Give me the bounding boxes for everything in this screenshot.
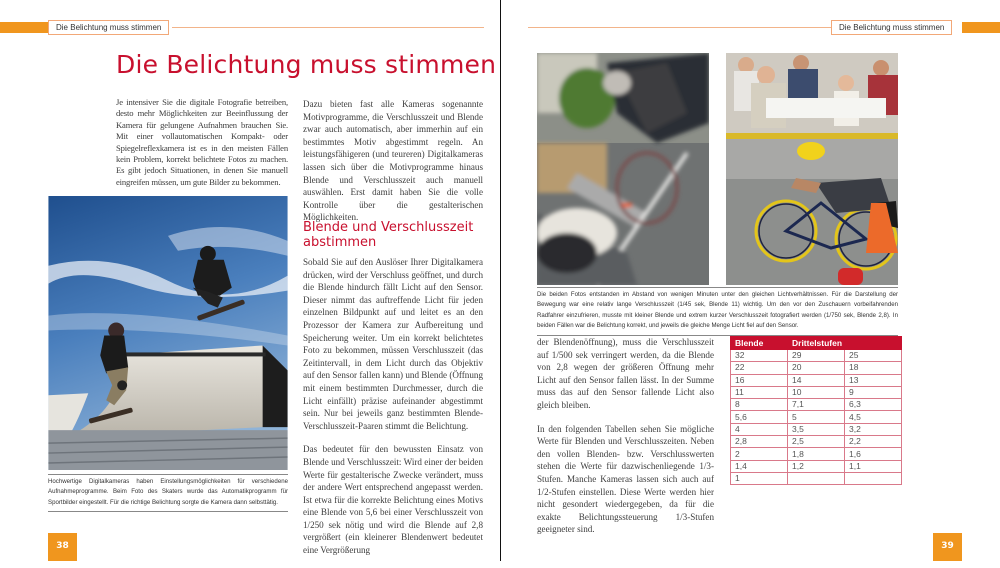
full-stop-cell: 16 <box>731 374 788 386</box>
section-subheading: Blende und Verschlusszeit abstimmen <box>303 220 474 250</box>
third-stop-cell: 2,2 <box>845 436 902 448</box>
third-stop-cell: 10 <box>788 386 845 398</box>
running-header-rule <box>528 27 831 28</box>
table-row <box>731 411 902 423</box>
third-stop-cell: 7,1 <box>788 399 845 411</box>
right-page-body <box>537 336 714 547</box>
running-header-accent-bar <box>0 22 48 33</box>
left-page <box>0 0 500 561</box>
paragraph: Sobald Sie auf den Auslöser Ihrer Digitalkamera drücken, wird der Verschluss geöffnet, und durch die Blende hindurch fällt Licht auf den Sensor. Dieser nimmt das auftreffende Licht für jeden einzelnen Bildpunkt auf und leitet es an den Prozessor der Kamera zur Aufbereitung und Speicherung weiter. Um ein korrekt belichtetes Foto zu bekommen, müssen Verschlusszeit (das Zeitintervall, in dem Licht durch das Objektiv auf den Sensor fallen kann) und Blende (Öffnung mit einem bestimmten Durchmesser, durch die Licht einfällt) präzise aufeinander abgestimmt sein. Nur bei jeweils ganz bestimmten Blende-Verschlusszeit-Paaren stimmt die Belichtung. <box>303 257 483 431</box>
paragraph: In den folgenden Tabellen sehen Sie mögliche Werte für Blenden und Verschlusszeiten. Neben den vollen Blenden- bzw. Verschlusswerten stehen die Werte für dazwischenliegende 1/3-Stufen. Manche Kameras lassen sich auch auf 1/2-Stufen einstellen. Diese Werte werden hier nicht gesondert wiedergegeben, da für die exakte Belichtungssteuerung 1/3-Stufen geeigneter sind. <box>537 423 714 535</box>
header-drittelstufen: Drittelstufen <box>788 337 902 350</box>
blurred-cyclists-photo <box>537 53 709 285</box>
third-stop-cell: 13 <box>845 374 902 386</box>
table-row <box>731 460 902 472</box>
third-stop-cell: 5 <box>788 411 845 423</box>
paragraph: Je intensiver Sie die digitale Fotografie betreiben, desto mehr Möglichkeiten zur Beeinflussung der Kamera für gelungene Aufnahmen brauchen Sie. Mit einer vollautomatischen Kompakt- oder Spiegelreflexkamera ist es in den meisten Fällen kein Problem, korrekt belichtete Fotos zu machen. Es gibt jedoch Situationen, in denen Sie manuell eingreifen müssen, um gute Bilder zu bekommen. <box>116 97 288 187</box>
third-stop-cell: 2,5 <box>788 436 845 448</box>
third-stop-cell: 20 <box>788 362 845 374</box>
third-stop-cell: 14 <box>788 374 845 386</box>
third-stop-cell: 25 <box>845 350 902 362</box>
table-row <box>731 436 902 448</box>
intro-paragraph-col2 <box>303 98 483 235</box>
full-stop-cell: 1,4 <box>731 460 788 472</box>
third-stop-cell: 3,2 <box>845 423 902 435</box>
right-page <box>501 0 1000 561</box>
section-body <box>303 256 483 568</box>
aperture-table <box>730 336 902 485</box>
page-title: Die Belichtung muss stimmen <box>116 50 497 79</box>
blurred-cyclists-graphic <box>537 53 709 285</box>
paragraph: Das bedeutet für den bewussten Einsatz von Blende und Verschlusszeit: Wird einer der beiden Werte für gestalterische Zwecke verändert, muss der andere Wert entsprechend angepasst werden. Ist etwa für die korrekte Belichtung eines Motivs eine Blende von 5,6 bei einer Verschlusszeit von 1/250 sek nötig und wird die Blende auf 2,8 vergrößert (ein kleinerer Blendenwert bedeutet eine Vergrößerung <box>303 444 483 556</box>
running-header-label: Die Belichtung muss stimmen <box>831 20 952 35</box>
third-stop-cell: 1,2 <box>788 460 845 472</box>
table-row <box>731 448 902 460</box>
paragraph: Dazu bieten fast alle Kameras sogenannte Motivprogramme, die Verschlusszeit und Blende zwar auch automatisch, aber immerhin auf ein bestimmtes Motiv abgestimmt regeln. An leistungsfähigeren (und teureren) Digitalkameras lassen sich über die Motivprogramme hinaus Blende und Verschlusszeit auch manuell auswählen. Erst damit haben Sie die volle Kontrolle über die gestalterischen Möglichkeiten. <box>303 99 483 223</box>
table-row <box>731 472 902 484</box>
frozen-cyclist-graphic <box>726 53 898 285</box>
table-row <box>731 374 902 386</box>
third-stop-cell: 4,5 <box>845 411 902 423</box>
full-stop-cell: 4 <box>731 423 788 435</box>
full-stop-cell: 32 <box>731 350 788 362</box>
running-header-rule <box>172 27 484 28</box>
third-stop-cell: 1,6 <box>845 448 902 460</box>
third-stop-cell: 9 <box>845 386 902 398</box>
table-row <box>731 399 902 411</box>
full-stop-cell: 8 <box>731 399 788 411</box>
table-row <box>731 423 902 435</box>
full-stop-cell: 5,6 <box>731 411 788 423</box>
third-stop-cell: 3,5 <box>788 423 845 435</box>
cyclist-photos-caption: Die beiden Fotos entstanden im Abstand von wenigen Minuten unter den gleichen Lichtverhältnissen. Für die Darstellung der Bewegung war eine relativ lange Verschlusszeit (1/45 sek, Blende 11) wichtig. Um den vor den Zuschauern vorbeifahrenden Radfahrer einzufrieren, musste mit kleiner Blende und extrem kurzer Verschlusszeit fotografiert werden (1/750 sek, Blende 2,8). In beiden Fällen war die Belichtung korrekt, und jeweils die gleiche Menge Licht fiel auf den Sensor. <box>537 287 898 336</box>
third-stop-cell: 18 <box>845 362 902 374</box>
full-stop-cell: 2 <box>731 448 788 460</box>
table-row <box>731 362 902 374</box>
third-stop-cell: 1,8 <box>788 448 845 460</box>
table-row <box>731 386 902 398</box>
page-number: 39 <box>933 533 962 561</box>
third-stop-cell: 6,3 <box>845 399 902 411</box>
paragraph: der Blendenöffnung), muss die Verschlusszeit auf 1/500 sek verringert werden, da die Blende von 2,8 wegen der größeren Öffnung mehr Licht auf den Sensor fallen lässt. In der Summe muss das auf den Sensor fallende Licht also gleich bleiben. <box>537 337 714 410</box>
frozen-cyclist-photo <box>726 53 898 285</box>
third-stop-cell <box>845 472 902 484</box>
skater-photo-caption: Hochwertige Digitalkameras haben Einstellungsmöglichkeiten für verschiedene Aufnahmeprogramme. Beim Foto des Skaters wurde das Automatikprogramm für Sportbilder eingestellt. Für die richtige Belichtung sorgte die Kamera dann selbsttätig. <box>48 474 288 512</box>
full-stop-cell: 1 <box>731 472 788 484</box>
page-number: 38 <box>48 533 77 561</box>
third-stop-cell: 1,1 <box>845 460 902 472</box>
table-row <box>731 350 902 362</box>
header-blende: Blende <box>731 337 788 350</box>
aperture-table-header <box>731 337 902 350</box>
full-stop-cell: 2,8 <box>731 436 788 448</box>
third-stop-cell: 29 <box>788 350 845 362</box>
intro-paragraph-col1 <box>116 97 288 199</box>
full-stop-cell: 22 <box>731 362 788 374</box>
full-stop-cell: 11 <box>731 386 788 398</box>
skater-photo-graphic <box>48 196 288 470</box>
running-header-accent-bar <box>962 22 1000 33</box>
skater-photo <box>48 196 288 470</box>
running-header-label: Die Belichtung muss stimmen <box>48 20 169 35</box>
third-stop-cell <box>788 472 845 484</box>
